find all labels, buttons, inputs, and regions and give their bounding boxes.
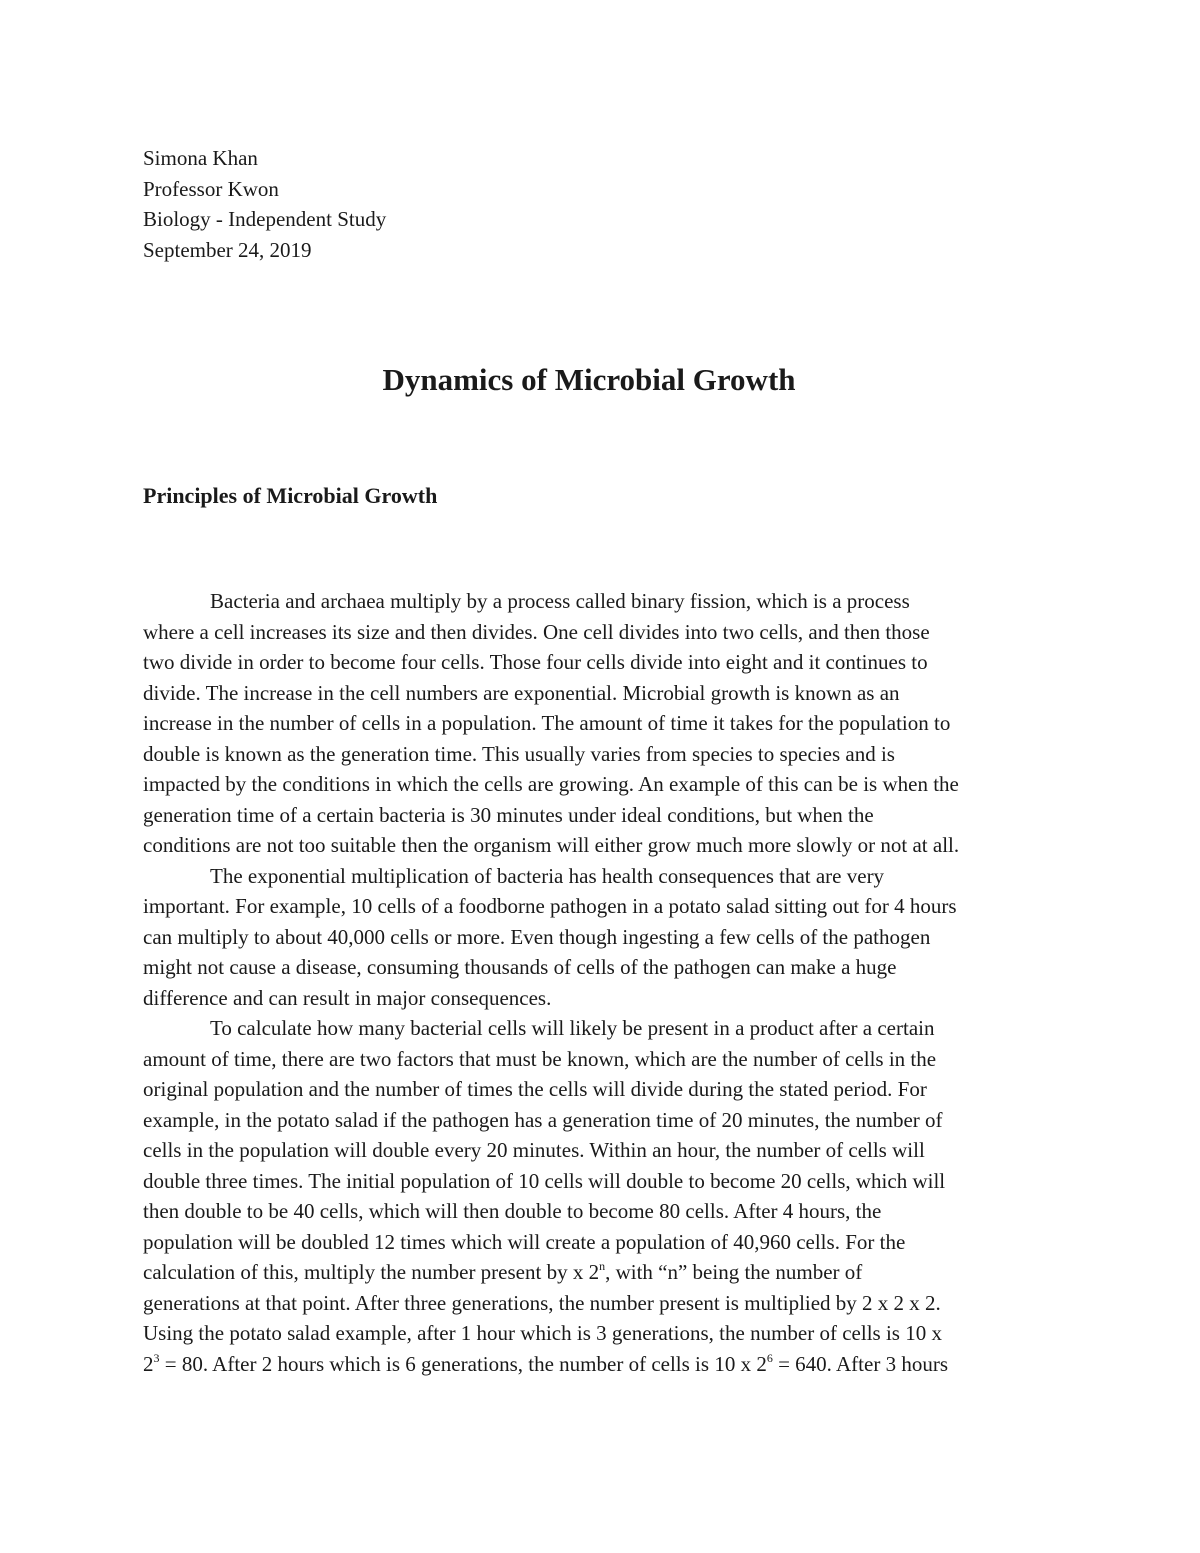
formula-text: = 640. After 3 hours (772, 1351, 948, 1376)
paragraph-line: two divide in order to become four cells. Those four cells divide into eight and it continues to (143, 650, 928, 674)
exponent: n (599, 1259, 606, 1273)
paragraph-line: population will be doubled 12 times which will create a population of 40,960 cells. For the (143, 1229, 906, 1254)
paragraph-line: important. For example, 10 cells of a foodborne pathogen in a potato salad sitting out for 4 hours (143, 894, 957, 918)
document-date: September 24, 2019 (143, 237, 312, 262)
paragraph-line: increase in the number of cells in a population. The amount of time it takes for the population to (143, 711, 951, 735)
paragraph-line: then double to be 40 cells, which will then double to become 80 cells. After 4 hours, the (143, 1199, 882, 1223)
exponent: 6 (766, 1350, 773, 1365)
document-title: Dynamics of Microbial Growth (382, 362, 796, 397)
body-text (143, 586, 1063, 1379)
course-name: Biology - Independent Study (143, 207, 387, 231)
formula-text: calculation of this, multiply the number present by x 2 (143, 1260, 600, 1284)
paragraph-line: example, in the potato salad if the pathogen has a generation time of 20 minutes, the number of (143, 1107, 943, 1132)
paragraph-line: Using the potato salad example, after 1 hour which is 3 generations, the number of cells is 10 x (143, 1321, 942, 1345)
paragraph-line: original population and the number of times the cells will divide during the stated period. For (143, 1077, 927, 1101)
header-block (143, 143, 386, 265)
paragraph-line: double is known as the generation time. This usually varies from species to species and is (143, 741, 895, 766)
exponent: 3 (153, 1350, 160, 1365)
formula-line (143, 1349, 1063, 1380)
formula-text: = 80. After 2 hours which is 6 generations, the number of cells is 10 x 2 (159, 1351, 767, 1376)
paragraph-line: can multiply to about 40,000 cells or more. Even though ingesting a few cells of the pathogen (143, 924, 931, 949)
paragraph-line: divide. The increase in the cell numbers are exponential. Microbial growth is known as an (143, 680, 900, 705)
professor-name: Professor Kwon (143, 176, 279, 201)
paragraph-line: generations at that point. After three generations, the number present is multiplied by 2 x 2 x 2. (143, 1290, 941, 1315)
paragraph-line: conditions are not too suitable then the organism will either grow much more slowly or not at all. (143, 833, 960, 857)
section-heading: Principles of Microbial Growth (143, 483, 438, 508)
paragraph-line: Bacteria and archaea multiply by a process called binary fission, which is a process (210, 589, 910, 613)
paragraph-line: generation time of a certain bacteria is 30 minutes under ideal conditions, but when the (143, 802, 874, 827)
formula-text: , with “n” being the number of (605, 1260, 863, 1284)
paragraph-line: amount of time, there are two factors that must be known, which are the number of cells in the (143, 1046, 937, 1071)
paragraph-line: The exponential multiplication of bacteria has health consequences that are very (210, 863, 885, 888)
paragraph-line: To calculate how many bacterial cells will likely be present in a product after a certain (210, 1016, 935, 1040)
formula-line (143, 1257, 1063, 1288)
paragraph-line: impacted by the conditions in which the cells are growing. An example of this can be is when the (143, 772, 959, 796)
paragraph-line: might not cause a disease, consuming thousands of cells of the pathogen can make a huge (143, 955, 897, 979)
paragraph-line: difference and can result in major consequences. (143, 985, 552, 1010)
paragraph-line: double three times. The initial population of 10 cells will double to become 20 cells, which will (143, 1168, 946, 1193)
author-name: Simona Khan (143, 146, 258, 170)
formula-text: 2 (143, 1351, 154, 1376)
paragraph-line: cells in the population will double every 20 minutes. Within an hour, the number of cells will (143, 1138, 925, 1162)
paragraph-line: where a cell increases its size and then divides. One cell divides into two cells, and then those (143, 619, 930, 644)
